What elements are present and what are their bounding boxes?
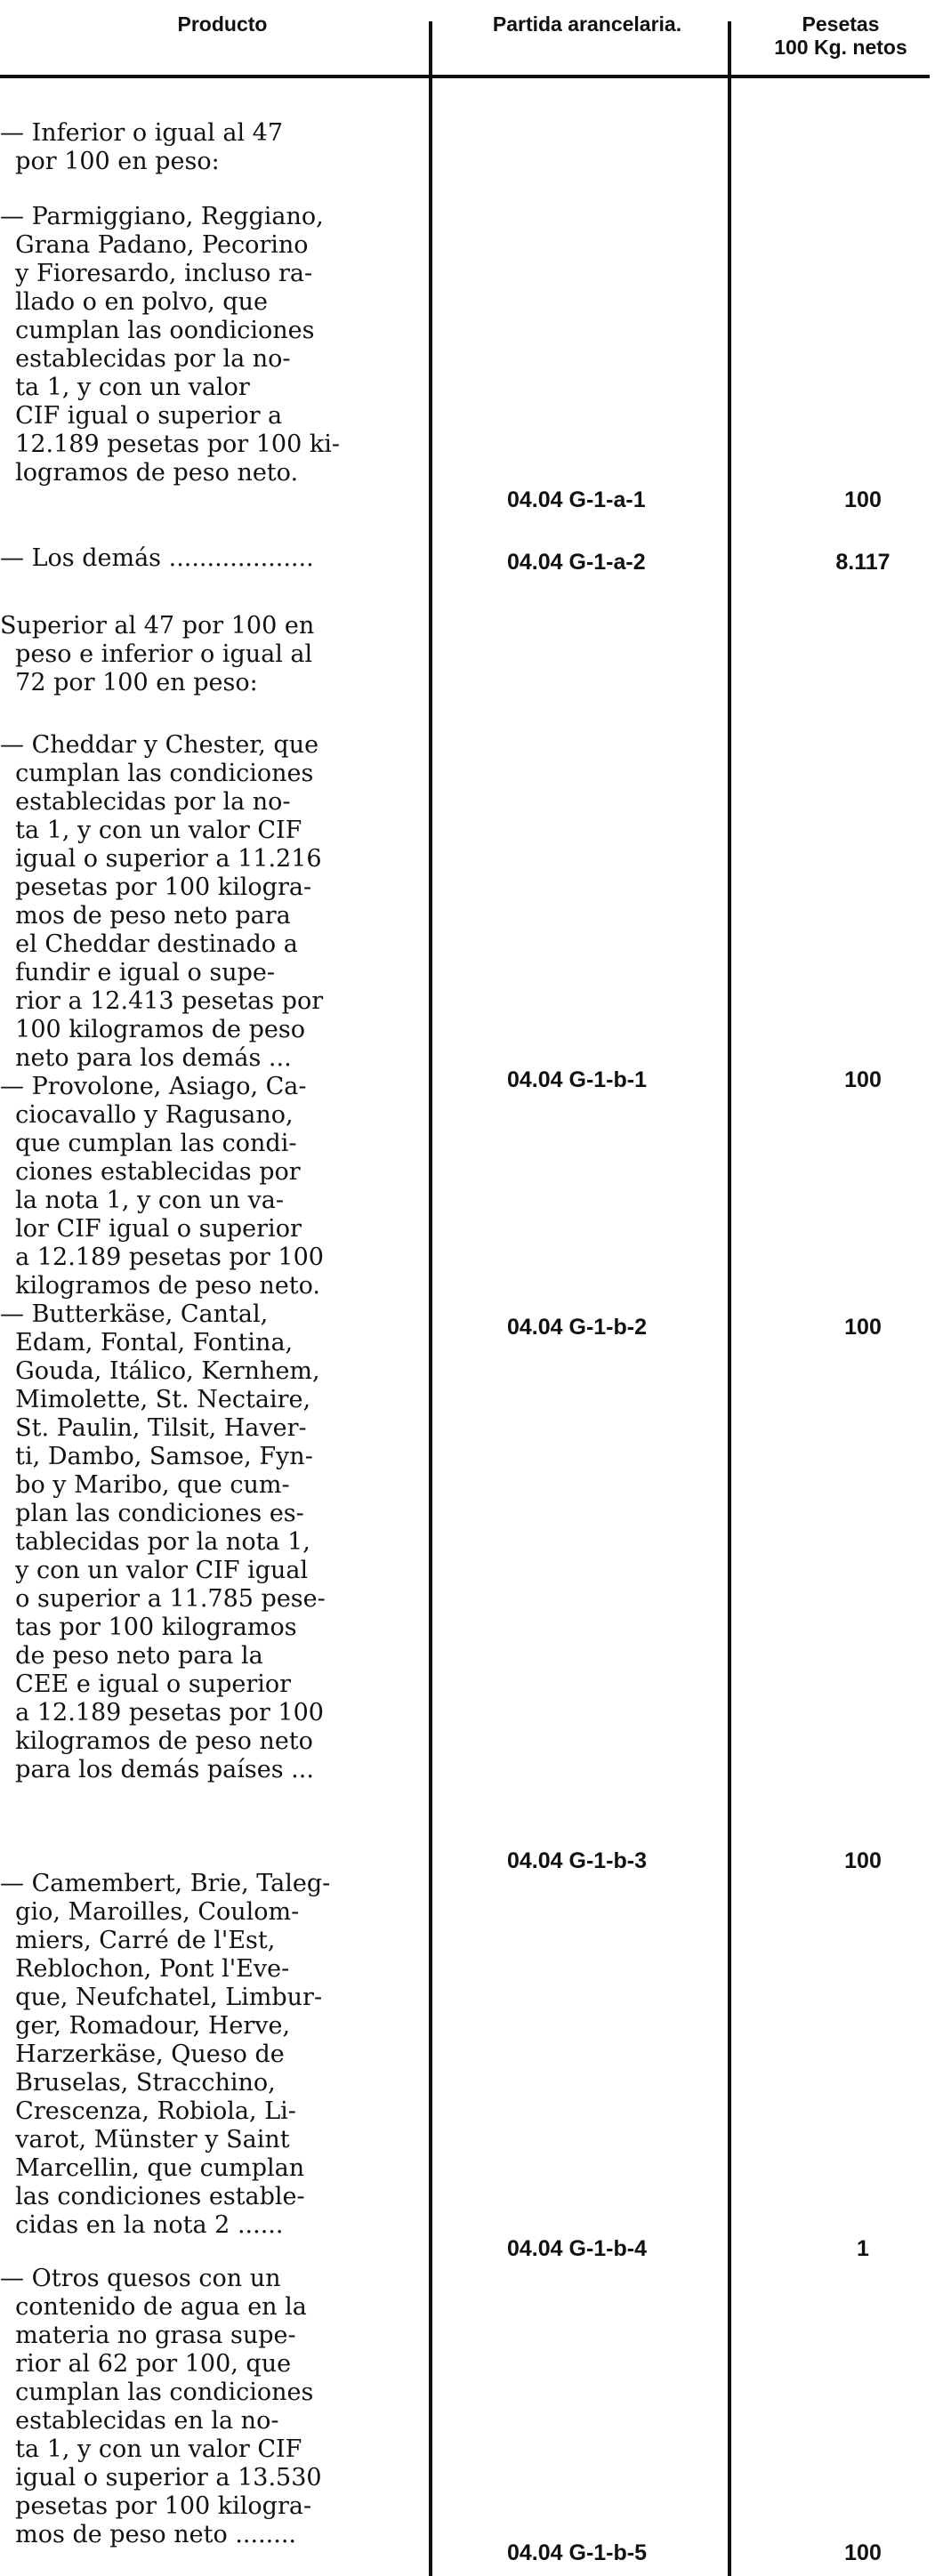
tariff-code: 04.04 G-1-a-1 xyxy=(507,487,646,512)
price-value: 1 xyxy=(857,2236,869,2261)
product-text: — Camembert, Brie, Taleg- gio, Maroilles, Coulom- miers, Carré de l'Est, Reblochon, Pont l'Eve- que, Neufchatel, Limbur- ger, Romadour, Herve, Harzerkäse, Queso de Bruselas, Stracchino, Crescenza, Robiola, Li- varot, Münster y Saint Marcellin, que cumplan las condiciones estable- cidas en la nota 2 ...... xyxy=(0,1870,331,2239)
price-value: 100 xyxy=(844,487,882,512)
product-text: — Otros quesos con un contenido de agua en la materia no grasa supe- rior al 62 por 100, que cumplan las condiciones establecidas en la no- ta 1, y con un valor CIF igual o superior a 13.530 pesetas por 100 kilogra- mos de peso neto ........ xyxy=(0,2265,322,2548)
product-text: — Provolone, Asiago, Ca- ciocavallo y Ragusano, que cumplan las condi- ciones establecidas por la nota 1, y con un va- lor CIF igual o superior a 12.189 pesetas por 100 kilogramos de peso neto. xyxy=(0,1073,324,1300)
price-value: 100 xyxy=(844,2540,882,2565)
column-divider-1 xyxy=(429,21,432,2576)
product-text: — Cheddar y Chester, que cumplan las condiciones establecidas por la no- ta 1, y con un valor CIF igual o superior a 11.216 pesetas por 100 kilogra- mos de peso neto para el Cheddar destinado a fundir e igual o supe- rior a 12.413 pesetas por 100 kilogramos de peso neto para los demás ... xyxy=(0,731,324,1072)
product-text: — Los demás ................... xyxy=(0,544,314,572)
product-text: Superior al 47 por 100 en peso e inferior o igual al 72 por 100 en peso: xyxy=(0,612,315,696)
header-partida: Partida arancelaria. xyxy=(492,12,682,36)
header-pesetas xyxy=(738,12,943,59)
price-value: 8.117 xyxy=(835,550,891,575)
product-text: — Butterkäse, Cantal, Edam, Fontal, Fontina, Gouda, Itálico, Kernhem, Mimolette, St. Nectaire, St. Paulin, Tilsit, Haver- ti, Dambo, Samsoe, Fyn- bo y Maribo, que cum- plan las condiciones es- tablecidas por la nota 1, y con un valor CIF igual o superior a 11.785 pese- tas por 100 kilogramos de peso neto para la CEE e igual o superior a 12.189 pesetas por 100 kilogramos de peso neto para los demás países ... xyxy=(0,1300,326,1783)
header-pesetas-line2: 100 Kg. netos xyxy=(774,36,907,59)
product-text: — Parmiggiano, Reggiano, Grana Padano, Pecorino y Fioresardo, incluso ra- llado o en polvo, que cumplan las oondiciones establecidas por la no- ta 1, y con un valor CIF igual o superior a 12.189 pesetas por 100 ki- logramos de peso neto. xyxy=(0,203,340,487)
product-text: — Inferior o igual al 47 por 100 en peso: xyxy=(0,119,284,175)
price-value: 100 xyxy=(844,1848,882,1873)
tariff-code: 04.04 G-1-b-5 xyxy=(507,2540,648,2565)
tariff-code: 04.04 G-1-b-4 xyxy=(507,2236,648,2261)
header-producto: Producto xyxy=(177,12,268,36)
header-pesetas-line1: Pesetas xyxy=(802,12,880,36)
tariff-code: 04.04 G-1-b-1 xyxy=(507,1067,648,1092)
column-divider-2 xyxy=(728,21,731,2576)
price-value: 100 xyxy=(844,1067,882,1092)
tariff-code: 04.04 G-1-b-3 xyxy=(507,1848,648,1873)
header-rule xyxy=(0,75,930,78)
price-value: 100 xyxy=(844,1315,882,1340)
tariff-code: 04.04 G-1-b-2 xyxy=(507,1315,648,1340)
tariff-code: 04.04 G-1-a-2 xyxy=(507,550,646,575)
